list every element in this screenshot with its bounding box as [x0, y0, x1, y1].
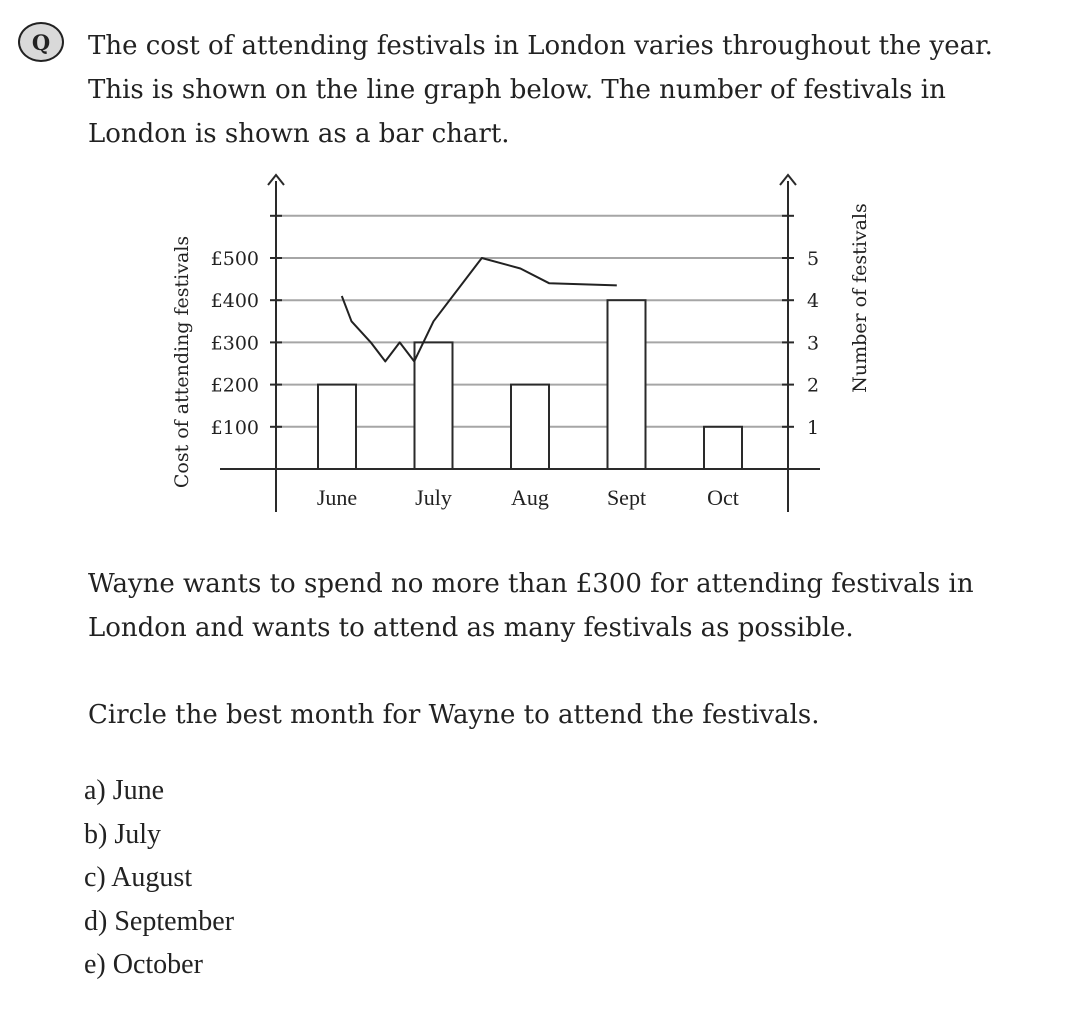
question-stem: The cost of attending festivals in London varies throughout the year. This is shown on the line graph below. The number of festivals in London is shown as a bar chart.	[88, 31, 993, 149]
right-axis-title: Number of festivals	[849, 203, 871, 393]
bar-Sept	[608, 300, 646, 469]
right-tick-label: 1	[806, 416, 820, 439]
option-c[interactable]: c) August	[84, 862, 193, 894]
right-tick-label: 4	[806, 290, 820, 313]
category-label: June	[316, 485, 358, 510]
option-a[interactable]: a) June	[84, 775, 165, 806]
left-tick-label: £400	[210, 290, 259, 313]
left-tick-label: £500	[210, 248, 259, 270]
left-tick-label: £300	[210, 332, 259, 355]
question-badge: Q	[18, 22, 64, 62]
bar-Aug	[511, 385, 549, 469]
option-d[interactable]: d) September	[84, 905, 235, 937]
left-tick-label: £200	[210, 374, 259, 397]
bar-Oct	[704, 427, 742, 469]
right-tick-label: 2	[806, 374, 820, 397]
instruction-text: Circle the best month for Wayne to attend the festivals.	[88, 700, 820, 730]
left-axis-title: Cost of attending festivals	[171, 235, 193, 489]
option-b[interactable]: b) July	[84, 818, 161, 850]
category-label: Aug	[511, 485, 549, 510]
right-tick-label: 5	[806, 248, 820, 270]
cost-line	[342, 258, 617, 361]
bar-July	[415, 342, 453, 469]
dual-axis-chart	[160, 165, 871, 525]
option-e[interactable]: e) October	[84, 949, 203, 981]
bar-June	[318, 385, 356, 469]
left-tick-label: £100	[210, 416, 259, 439]
task-text: Wayne wants to spend no more than £300 for attending festivals in London and wants to attend as many festivals as possible.	[88, 569, 974, 643]
category-label: Sept	[606, 485, 647, 510]
answer-options	[84, 771, 234, 989]
category-label: Oct	[707, 485, 739, 510]
category-label: July	[415, 485, 452, 510]
right-tick-label: 3	[806, 332, 820, 355]
